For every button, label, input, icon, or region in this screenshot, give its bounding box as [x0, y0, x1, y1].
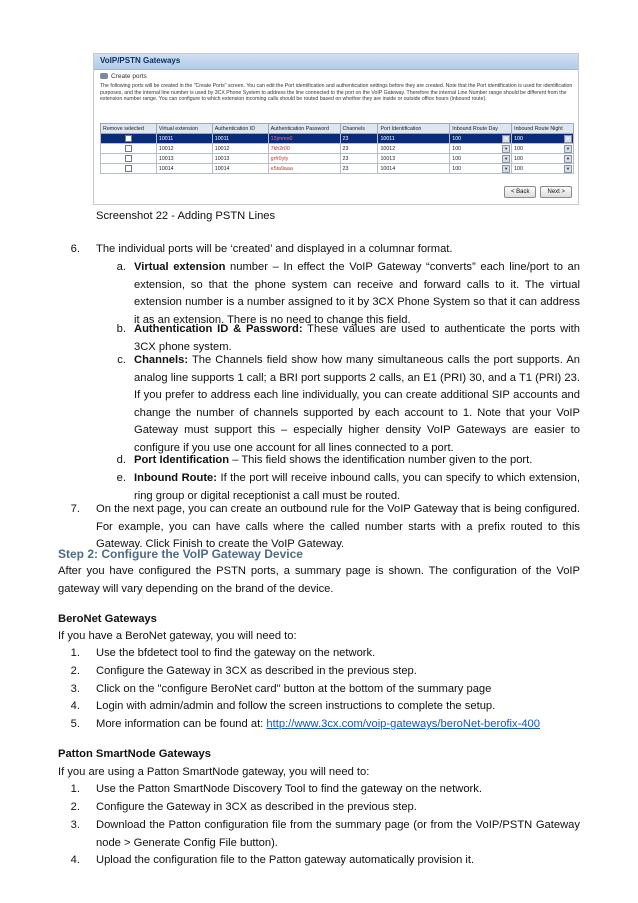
- list-letter: d.: [116, 454, 126, 466]
- column-header[interactable]: Authentication Password: [268, 124, 340, 134]
- route-day-value: 100: [452, 145, 462, 152]
- beronet-heading: BeroNet Gateways: [58, 613, 157, 625]
- item-term: Channels:: [134, 354, 189, 366]
- table-row[interactable]: [101, 144, 574, 154]
- list-item: Use the Patton SmartNode Discovery Tool to find the gateway on the network.: [96, 783, 482, 795]
- table-row[interactable]: [101, 154, 574, 164]
- remove-cell: [101, 144, 157, 154]
- item-authentication: [134, 321, 580, 356]
- item-text: If the port will receive inbound calls, you can specify to which extension, ring group or digital receptionist a call must be routed.: [134, 472, 581, 502]
- step6-text: The individual ports will be ‘created’ and displayed in a columnar format.: [96, 243, 453, 255]
- list-item: Configure the Gateway in 3CX as described in the previous step.: [96, 801, 417, 813]
- list-number: 3.: [70, 683, 80, 695]
- patton-intro: If you are using a Patton SmartNode gateway, you will need to:: [58, 766, 370, 778]
- screen-description: The following ports will be created in the "Create Ports" screen. You can edit the Port identification and authentication settings before they are created. Note that the Port identification is used for identification purposes, and the internal line number is used by 3CX Phone System to address the line connected to the port on the VoIP Gateway. Therefore the internal Line Number range should be different from the extension number range. You can configure to which extension incoming calls should be routed based on whether they are inside or outside office hours (inbound route).: [100, 83, 573, 103]
- virtual-extension-cell[interactable]: 10012: [156, 144, 212, 154]
- port-id-cell[interactable]: 10013: [378, 154, 450, 164]
- route-day-value: 100: [452, 155, 462, 162]
- beronet-link[interactable]: http://www.3cx.com/voip-gateways/beroNet-berofix-400: [266, 718, 540, 730]
- column-header[interactable]: Inbound Route Day: [450, 124, 512, 134]
- auth-password-cell[interactable]: e5ta9aaa: [268, 164, 340, 174]
- item-term: Inbound Route:: [134, 472, 218, 484]
- next-button[interactable]: Next >: [540, 186, 572, 198]
- window-title: VoIP/PSTN Gateways: [100, 56, 181, 65]
- item-virtual-extension: [134, 259, 580, 329]
- remove-checkbox[interactable]: [125, 135, 132, 142]
- item-inbound-route: [134, 470, 580, 505]
- ports-table: [100, 123, 574, 174]
- table-row[interactable]: [101, 164, 574, 174]
- route-night-value: 100: [514, 165, 523, 172]
- virtual-extension-cell[interactable]: 10013: [156, 154, 212, 164]
- item-text: These values are used to authenticate the ports with 3CX phone system.: [134, 323, 580, 353]
- list-number: 4.: [70, 854, 80, 866]
- item-term: Authentication ID & Password:: [134, 323, 303, 335]
- remove-cell: [101, 154, 157, 164]
- chevron-down-icon[interactable]: ▼: [502, 165, 510, 173]
- chevron-down-icon[interactable]: ▼: [502, 155, 510, 163]
- column-header[interactable]: Port Identification: [378, 124, 450, 134]
- list-letter: b.: [116, 323, 126, 335]
- route-day-select[interactable]: [450, 144, 512, 154]
- wizard-buttons: [504, 186, 572, 198]
- auth-id-cell[interactable]: 10012: [212, 144, 268, 154]
- remove-checkbox[interactable]: [125, 155, 132, 162]
- column-header[interactable]: Remove selected: [101, 124, 157, 134]
- list-number: 1.: [70, 783, 80, 795]
- item-text: – This field shows the identification number given to the port.: [229, 454, 533, 466]
- list-number: 2.: [70, 665, 80, 677]
- list-item: Configure the Gateway in 3CX as described in the previous step.: [96, 665, 417, 677]
- remove-cell: [101, 164, 157, 174]
- route-night-value: 100: [514, 145, 523, 152]
- remove-cell: [101, 134, 157, 144]
- list-letter: a.: [116, 261, 126, 273]
- embedded-screenshot: [93, 53, 579, 205]
- route-day-select[interactable]: [450, 134, 512, 144]
- list-item: Use the bfdetect tool to find the gateway on the network.: [96, 647, 376, 659]
- port-id-cell[interactable]: 10012: [378, 144, 450, 154]
- list-item: Login with admin/admin and follow the screen instructions to complete the setup.: [96, 700, 496, 712]
- column-header[interactable]: Virtual extension: [156, 124, 212, 134]
- table-header: [101, 124, 574, 134]
- item-channels: [134, 352, 580, 457]
- list-number: 7.: [70, 503, 80, 515]
- route-day-value: 100: [452, 135, 462, 142]
- figure-caption: Screenshot 22 - Adding PSTN Lines: [96, 210, 276, 222]
- route-day-value: 100: [452, 165, 462, 172]
- column-header[interactable]: Authentication ID: [212, 124, 268, 134]
- channels-cell[interactable]: 23: [340, 154, 378, 164]
- list-item: Upload the configuration file to the Patton gateway automatically provision it.: [96, 854, 475, 866]
- folder-icon: [100, 73, 108, 79]
- list-item: Click on the "configure BeroNet card" button at the bottom of the summary page: [96, 683, 492, 695]
- route-night-select[interactable]: [512, 134, 574, 144]
- item-term: Virtual extension: [134, 261, 226, 273]
- list-number: 4.: [70, 700, 80, 712]
- list-letter: c.: [117, 354, 126, 366]
- route-night-select[interactable]: [512, 144, 574, 154]
- remove-checkbox[interactable]: [125, 165, 132, 172]
- virtual-extension-cell[interactable]: 10014: [156, 164, 212, 174]
- virtual-extension-cell[interactable]: 10011: [156, 134, 212, 144]
- list-number: 3.: [70, 819, 80, 831]
- channels-cell[interactable]: 23: [340, 164, 378, 174]
- auth-id-cell[interactable]: 10013: [212, 154, 268, 164]
- item-port-identification: [134, 452, 580, 470]
- auth-password-cell[interactable]: 7kh2r00: [268, 144, 340, 154]
- list-number: 1.: [70, 647, 80, 659]
- route-night-value: 100: [514, 135, 523, 142]
- route-day-select[interactable]: [450, 164, 512, 174]
- item-text: More information can be found at:: [96, 718, 267, 730]
- item-text: number – In effect the VoIP Gateway “converts” each line/port to an extension, so that the phone system can receive and forward calls to it. The virtual extension number is a number assigned to it by 3CX Phone System so that it can address it as an extension. There is no need to change this field.: [134, 261, 580, 326]
- breadcrumb-label[interactable]: Create ports: [111, 73, 147, 80]
- chevron-down-icon[interactable]: ▼: [564, 155, 572, 163]
- auth-password-cell[interactable]: grfr0yty: [268, 154, 340, 164]
- list-item: Download the Patton configuration file from the summary page (or from the VoIP/PSTN Gateway node > Generate Config File button).: [96, 819, 580, 849]
- table-row[interactable]: [101, 134, 574, 144]
- chevron-down-icon[interactable]: ▼: [564, 165, 572, 173]
- list-item: [96, 716, 540, 734]
- route-night-select[interactable]: [512, 164, 574, 174]
- breadcrumb: [100, 73, 147, 80]
- remove-checkbox[interactable]: [125, 145, 132, 152]
- route-night-value: 100: [514, 155, 523, 162]
- chevron-down-icon[interactable]: ▼: [564, 135, 572, 143]
- route-day-select[interactable]: [450, 154, 512, 164]
- step7-text: On the next page, you can create an outbound rule for the VoIP Gateway that is being configured. For example, you can have calls where the called number starts with a prefix routed to this Gateway. Click Finish to create the VoIP Gateway.: [96, 503, 580, 550]
- route-night-select[interactable]: [512, 154, 574, 164]
- channels-cell[interactable]: 23: [340, 144, 378, 154]
- window-titlebar: [94, 54, 578, 70]
- list-number: 2.: [70, 801, 80, 813]
- channels-cell[interactable]: 23: [340, 134, 378, 144]
- step2-paragraph: After you have configured the PSTN ports, a summary page is shown. The configuration of the VoIP gateway will vary depending on the brand of the device.: [58, 565, 580, 595]
- column-header[interactable]: Inbound Route Night: [512, 124, 574, 134]
- list-number: 5.: [70, 718, 80, 730]
- chevron-down-icon[interactable]: ▼: [502, 145, 510, 153]
- chevron-down-icon[interactable]: ▼: [502, 135, 510, 143]
- chevron-down-icon[interactable]: ▼: [564, 145, 572, 153]
- beronet-intro: If you have a BeroNet gateway, you will need to:: [58, 630, 297, 642]
- port-id-cell[interactable]: 10011: [378, 134, 450, 144]
- section-heading: Step 2: Configure the VoIP Gateway Device: [58, 547, 303, 561]
- port-id-cell[interactable]: 10014: [378, 164, 450, 174]
- auth-password-cell[interactable]: 13jmmo0: [268, 134, 340, 144]
- auth-id-cell[interactable]: 10011: [212, 134, 268, 144]
- patton-heading: Patton SmartNode Gateways: [58, 748, 211, 760]
- list-letter: e.: [116, 472, 126, 484]
- column-header[interactable]: Channels: [340, 124, 378, 134]
- list-number: 6.: [70, 243, 80, 255]
- item-term: Port Identification: [134, 454, 230, 466]
- auth-id-cell[interactable]: 10014: [212, 164, 268, 174]
- back-button[interactable]: < Back: [504, 186, 537, 198]
- item-text: The Channels field show how many simultaneous calls the port supports. An analog line supports 1 call; a BRI port supports 2 calls, an E1 (PRI) 30, and a T1 (PRI) 23. If you prefer to address each line individually, you can create additional SIP accounts and change the number of channels supported by each account to 1. Note that your VoIP Gateway must support this – especially higher density VoIP Gateways are easier to configure if you use one account for all lines connected to a port.: [134, 354, 580, 454]
